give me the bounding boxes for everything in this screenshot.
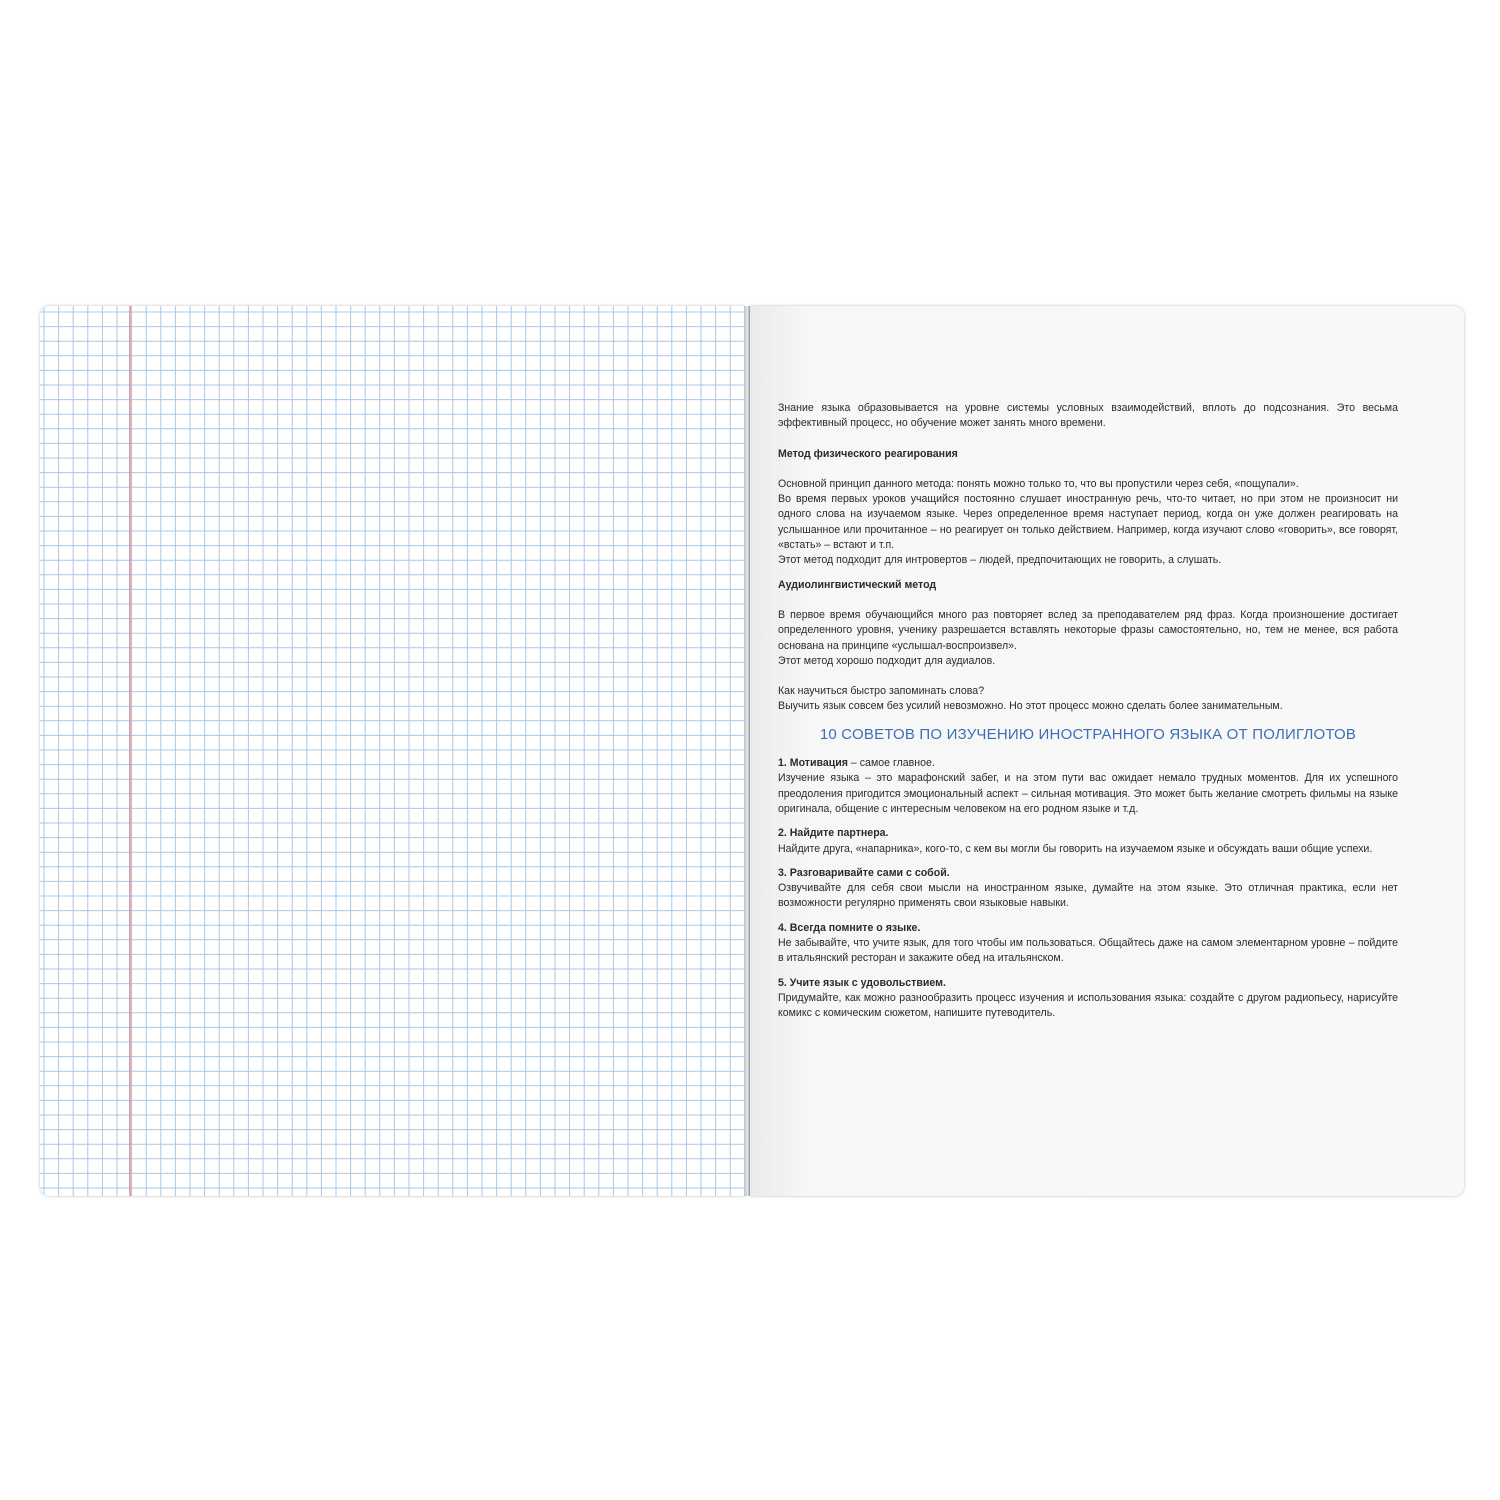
method-physical-line: Основной принцип данного метода: понять можно только то, что вы пропустили через себя, «пощупали». xyxy=(778,477,1299,490)
intro-paragraph: Знание языка образовывается на уровне системы условных взаимодействий, вплоть до подсознания. Это весьма эффективный процесс, но обучение может занять много времени. xyxy=(778,402,1398,430)
grid-paper xyxy=(40,306,744,1196)
tip-text: Придумайте, как можно разнообразить процесс изучения и использования языка: создайте с другом радиопьесу, нарисуйте комикс с комическим сюжетом, напишите путеводитель. xyxy=(778,991,1398,1020)
method-audio-heading: Аудиолингвистический метод xyxy=(778,578,937,591)
page-text xyxy=(778,401,1398,1022)
tip-text: Озвучивайте для себя свои мысли на иностранном языке, думайте на этом языке. Это отличная практика, если нет возможности регулярно применять свои языковые навыки. xyxy=(778,882,1398,910)
method-physical-line: Во время первых уроков учащийся постоянно слушает иностранную речь, что-то читает, но при этом не произносит ни одного слова на изучаемом языке. Через определенное время наступает период, когда он уже должен реагировать на услышанное или прочитанное – но реагирует он только действием. Например, когда изучают слово «говорить», все говорят, «встать» – встают и т.п. xyxy=(778,493,1398,552)
method-audio-line: В первое время обучающийся много раз повторяет вслед за преподавателем ряд фраз. Когда произношение достигает определенного уровня, ученику разрешается вставлять некоторые фразы самостоятельно, но, тем не менее, вся работа основана на принципе «услышал-воспроизвел». xyxy=(778,608,1398,652)
tip-text: Изучение языка – это марафонский забег, и на этом пути вас ожидает немало трудных моментов. Для их успешного преодоления пригодится эмоциональный аспект – сильная мотивация. Это может быть желание смотреть фильмы на языке оригинала, общение с интересным человеком на его родном языке и т.д. xyxy=(778,772,1398,815)
method-physical-heading: Метод физического реагирования xyxy=(778,447,958,460)
method-audio-line: Этот метод хорошо подходит для аудиалов. xyxy=(778,654,996,667)
tip-heading: 2. Найдите партнера. xyxy=(778,827,889,840)
printed-page xyxy=(750,306,1464,1196)
question-line: Как научиться быстро запоминать слова? xyxy=(778,685,985,698)
tips-title: 10 СОВЕТОВ ПО ИЗУЧЕНИЮ ИНОСТРАННОГО ЯЗЫКА ОТ ПОЛИГЛОТОВ xyxy=(819,725,1357,743)
tip-heading: 4. Всегда помните о языке. xyxy=(778,921,921,934)
tip-heading: 3. Разговаривайте сами с собой. xyxy=(778,866,950,879)
tip-heading: 1. Мотивация – самое главное. xyxy=(778,757,935,770)
tip-text: Найдите друга, «напарника», кого-то, с кем вы могли бы говорить на изучаемом языке и обсуждать ваши общие успехи. xyxy=(778,842,1373,855)
tip-text: Не забывайте, что учите язык, для того чтобы им пользоваться. Общайтесь даже на самом элементарном уровне – пойдите в итальянский ресторан и закажите обед на итальянском. xyxy=(778,937,1398,965)
method-physical-line: Этот метод подходит для интровертов – людей, предпочитающих не говорить, а слушать. xyxy=(778,554,1222,567)
question-line: Выучить язык совсем без усилий невозможно. Но этот процесс можно сделать более занимательным. xyxy=(778,700,1283,713)
tip-heading: 5. Учите язык с удовольствием. xyxy=(778,976,946,989)
grid-page xyxy=(40,306,744,1196)
open-notebook xyxy=(40,306,1464,1196)
